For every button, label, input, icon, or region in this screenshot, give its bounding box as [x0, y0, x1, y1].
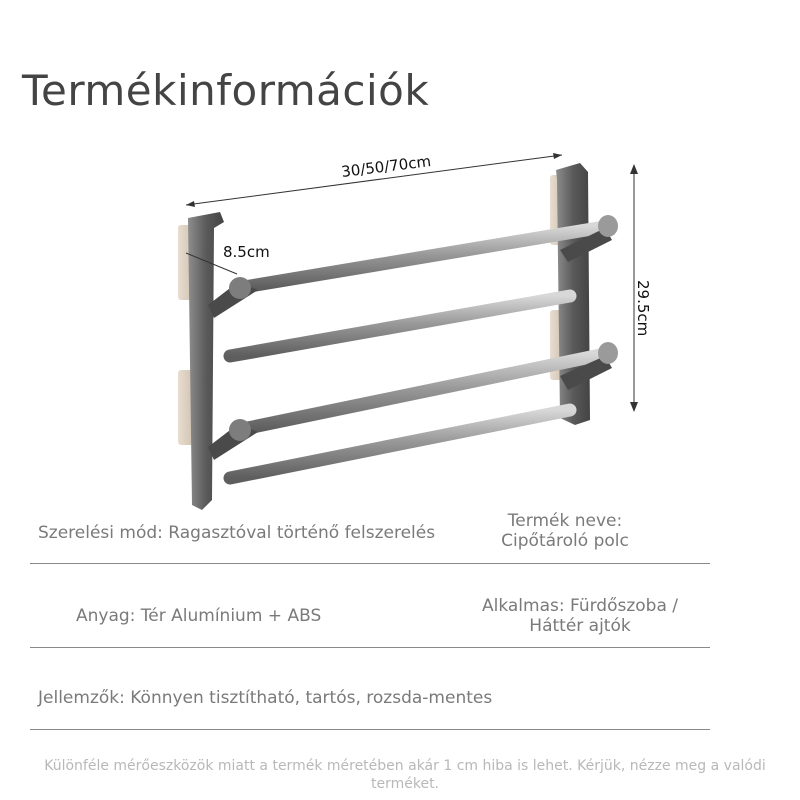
rack-bar: [238, 226, 610, 288]
page-title: Termékinformációk: [22, 66, 430, 115]
product-name-spec: [470, 511, 660, 551]
bar-end-cap: [598, 342, 618, 364]
width-label: 30/50/70cm: [340, 152, 433, 181]
arrowhead: [553, 153, 562, 159]
bar-end-cap: [229, 277, 251, 299]
footnote: Különféle mérőeszközök miatt a termék méretében akár 1 cm hiba is lehet. Kérjük, nézze meg a valódi terméket.: [44, 758, 766, 792]
material-spec: Anyag: Tér Alumínium + ABS: [76, 606, 322, 626]
arrowhead: [630, 402, 638, 412]
left-upright: [188, 212, 224, 510]
depth-label: 8.5cm: [223, 243, 270, 261]
rack-bar: [230, 296, 570, 356]
bar-end-cap: [598, 215, 618, 237]
arrowhead: [186, 201, 195, 207]
features-spec: Jellemzők: Könnyen tisztítható, tartós, rozsda-mentes: [38, 688, 493, 708]
arrowhead: [630, 164, 638, 174]
divider: [30, 647, 710, 648]
product-name-value: Cipőtároló polc: [501, 531, 629, 551]
suitable-spec: [470, 596, 690, 636]
height-label: 29.5cm: [634, 280, 652, 337]
suitable-label: Alkalmas: Fürdőszoba /: [481, 596, 679, 616]
shoe-rack-illustration: [0, 140, 800, 520]
product-name-label: Termék neve:: [507, 511, 623, 531]
mounting-spec: Szerelési mód: Ragasztóval történő felszerelés: [38, 523, 436, 543]
bar-end-cap: [229, 419, 251, 441]
suitable-value: Háttér ajtók: [529, 616, 631, 636]
divider: [30, 563, 710, 564]
divider: [30, 729, 710, 730]
